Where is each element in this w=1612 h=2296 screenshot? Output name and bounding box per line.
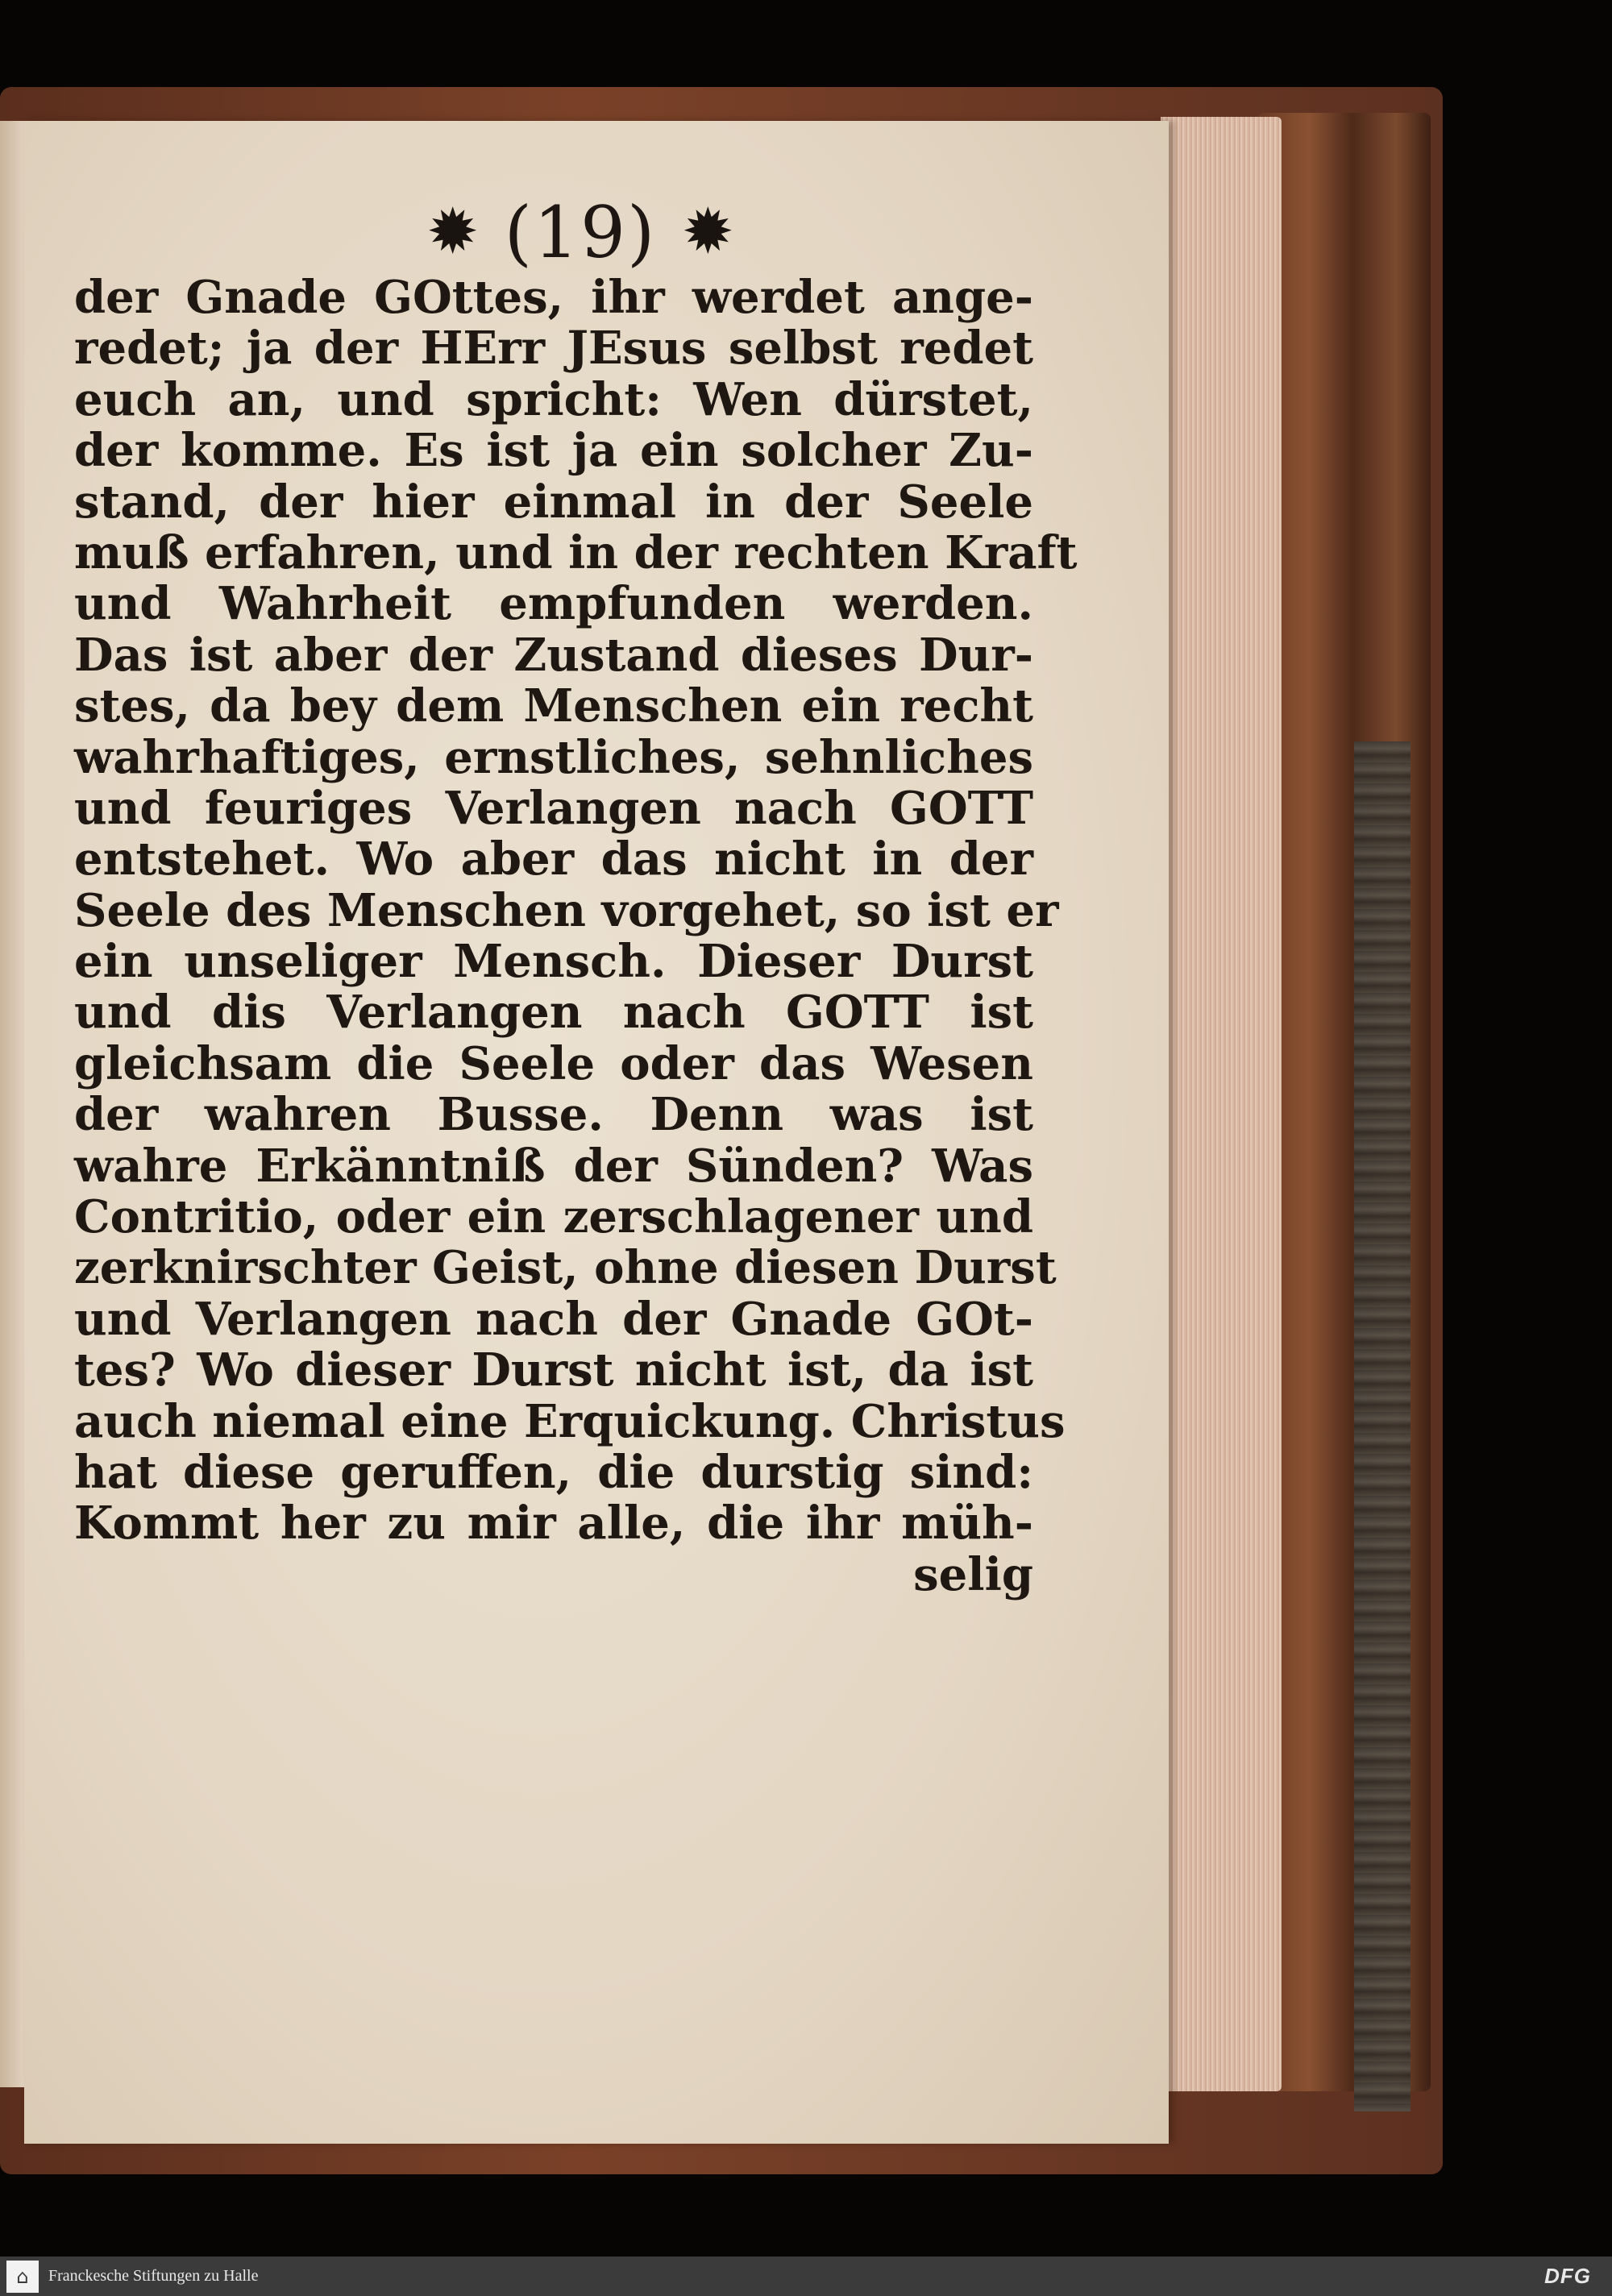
footer-left	[0, 2261, 258, 2293]
text-line: entstehet. Wo aber das nicht in der	[74, 832, 1033, 886]
text-line: und Wahrheit empfunden werden.	[74, 577, 1033, 631]
text-line: und Verlangen nach der Gnade GOt-	[74, 1292, 1033, 1346]
footer-bar	[0, 2257, 1612, 2296]
text-line: und feuriges Verlangen nach GOTT	[74, 781, 1033, 835]
text-line: wahre Erkänntniß der Sünden? Was	[74, 1139, 1033, 1193]
text-line: der wahren Busse. Denn was ist	[74, 1088, 1033, 1142]
text-line: stes, da bey dem Menschen ein recht	[74, 679, 1033, 733]
text-line: muß erfahren, und in der rechten Kraft	[74, 525, 1078, 579]
text-line: Contritio, oder ein zerschlagener und	[74, 1190, 1033, 1244]
text-line: der Gnade GOttes, ihr werdet ange-	[74, 271, 1033, 324]
text-line: Seele des Menschen vorgehet, so ist er	[74, 883, 1059, 937]
page-header	[379, 184, 782, 280]
page-number: (19)	[504, 190, 657, 274]
text-line: der komme. Es ist ja ein solcher Zu-	[74, 424, 1033, 478]
body-text	[74, 271, 1078, 1601]
rosette-ornament-icon: ✹	[681, 196, 734, 268]
text-line: zerknirschter Geist, ohne diesen Durst	[74, 1241, 1057, 1295]
rosette-ornament-icon: ✹	[426, 196, 480, 268]
text-line: Das ist aber der Zustand dieses Dur-	[74, 628, 1033, 682]
institution-logo-icon: ⌂	[6, 2261, 39, 2293]
text-line: wahrhaftiges, ernstliches, sehnliches	[74, 730, 1033, 784]
text-line: auch niemal eine Erquickung. Christus	[74, 1394, 1066, 1448]
text-line: selig	[913, 1547, 1033, 1601]
page-stack-edge	[1161, 117, 1282, 2091]
text-line: Kommt her zu mir alle, die ihr müh-	[74, 1497, 1033, 1551]
dfg-badge: DFG	[1544, 2264, 1591, 2288]
text-line: gleichsam die Seele oder das Wesen	[74, 1036, 1033, 1090]
text-line: stand, der hier einmal in der Seele	[74, 475, 1033, 529]
institution-name: Franckesche Stiftungen zu Halle	[48, 2267, 259, 2285]
text-line: tes? Wo dieser Durst nicht ist, da ist	[74, 1343, 1033, 1397]
text-line: euch an, und spricht: Wen dürstet,	[74, 372, 1033, 426]
text-line: hat diese geruffen, die durstig sind:	[74, 1445, 1033, 1499]
book-page	[24, 121, 1169, 2144]
text-line: ein unseliger Mensch. Dieser Durst	[74, 935, 1033, 989]
text-line: und dis Verlangen nach GOTT ist	[74, 986, 1033, 1040]
text-line: redet; ja der HErr JEsus selbst redet	[74, 322, 1033, 376]
book-spine-edge	[1257, 113, 1431, 2091]
